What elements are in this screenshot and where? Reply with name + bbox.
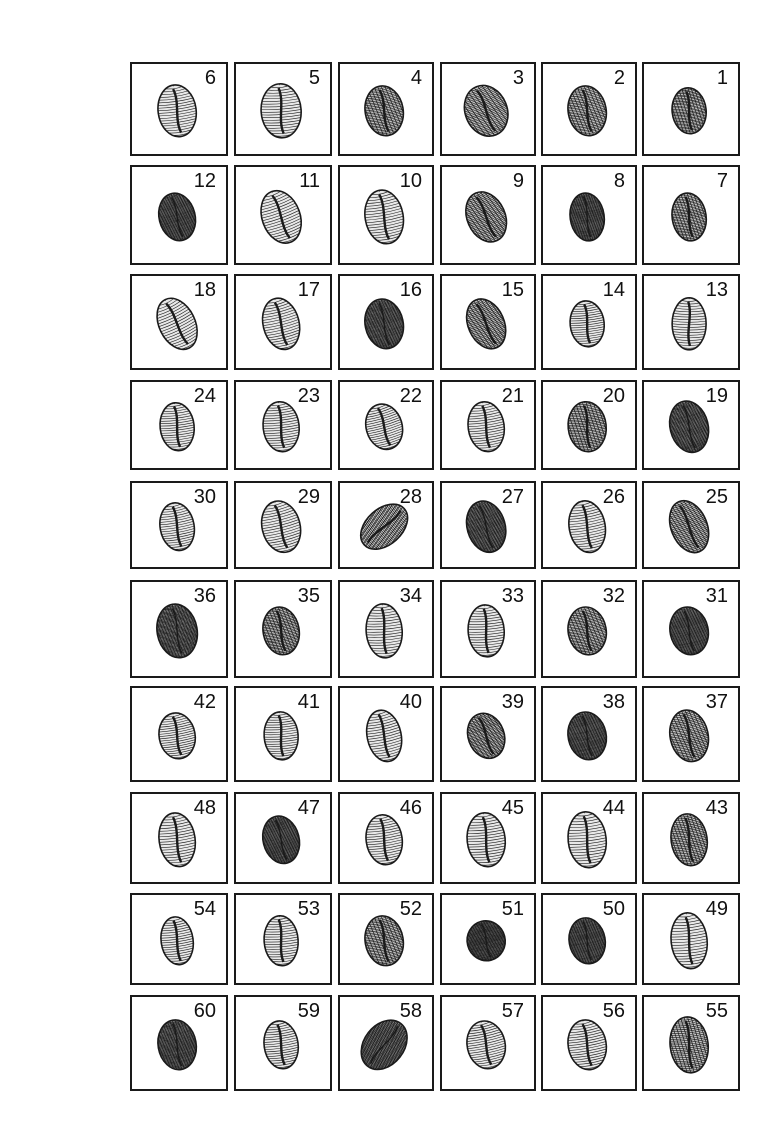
coffee-bean-illustration (236, 895, 330, 983)
specimen-number: 44 (602, 797, 625, 819)
specimen-number: 41 (297, 691, 320, 713)
specimen-cell (338, 792, 434, 884)
specimen-number: 8 (613, 170, 625, 192)
bean-body (259, 82, 303, 140)
bean-body (568, 299, 607, 349)
bean-body (644, 167, 738, 263)
bean-body (442, 64, 534, 154)
bean-body (257, 294, 305, 354)
specimen-number: 18 (193, 279, 216, 301)
coffee-bean-illustration (236, 382, 330, 468)
specimen-number: 4 (410, 67, 422, 89)
specimen-cell (130, 380, 228, 470)
bean-body (644, 688, 738, 780)
coffee-bean-illustration (236, 997, 330, 1089)
specimen-number: 23 (297, 385, 320, 407)
coffee-bean-illustration (132, 997, 226, 1089)
specimen-number: 22 (399, 385, 422, 407)
specimen-cell (440, 792, 536, 884)
specimen-number: 54 (193, 898, 216, 920)
specimen-cell (440, 580, 536, 678)
specimen-number: 48 (193, 797, 216, 819)
bean-body (465, 399, 508, 455)
specimen-number: 55 (705, 1000, 728, 1022)
coffee-bean-illustration (236, 688, 330, 780)
bean-body (158, 915, 197, 968)
specimen-number: 51 (501, 898, 524, 920)
coffee-bean-illustration (442, 688, 534, 780)
coffee-bean-illustration (442, 794, 534, 882)
coffee-bean-illustration (644, 167, 738, 263)
specimen-cell (541, 792, 637, 884)
specimen-number: 35 (297, 585, 320, 607)
bean-body (644, 997, 738, 1089)
specimen-number: 39 (501, 691, 524, 713)
coffee-bean-illustration (132, 895, 226, 983)
coffee-bean-illustration (340, 997, 432, 1089)
coffee-bean-illustration (442, 64, 534, 154)
specimen-cell (642, 580, 740, 678)
specimen-cell (642, 481, 740, 569)
coffee-bean-illustration (644, 582, 738, 676)
coffee-bean-illustration (543, 483, 635, 567)
specimen-number: 19 (705, 385, 728, 407)
bean-body (466, 604, 506, 659)
bean-body (361, 187, 408, 248)
specimen-number: 56 (602, 1000, 625, 1022)
coffee-bean-illustration (236, 276, 330, 368)
coffee-bean-illustration (442, 483, 534, 567)
bean-body (668, 911, 710, 972)
specimen-number: 36 (193, 585, 216, 607)
bean-body (363, 812, 406, 868)
bean-body (149, 292, 206, 357)
specimen-cell (541, 481, 637, 569)
bean-body (644, 582, 738, 676)
coffee-bean-illustration (236, 167, 330, 263)
bean-body (644, 483, 738, 567)
bean-body (362, 707, 406, 766)
coffee-bean-illustration (340, 276, 432, 368)
coffee-bean-illustration (132, 167, 226, 263)
coffee-bean-illustration (644, 895, 738, 983)
bean-body (158, 401, 197, 453)
specimen-number: 42 (193, 691, 216, 713)
coffee-bean-illustration (442, 997, 534, 1089)
bean-body (156, 500, 198, 554)
coffee-bean-illustration (132, 582, 226, 676)
coffee-bean-illustration (644, 483, 738, 567)
coffee-bean-illustration (543, 794, 635, 882)
specimen-cell (541, 274, 637, 370)
coffee-bean-illustration (340, 794, 432, 882)
bean-body (442, 276, 534, 368)
specimen-number: 27 (501, 486, 524, 508)
bean-body (442, 895, 534, 983)
specimen-number: 32 (602, 585, 625, 607)
bean-body (364, 603, 404, 660)
coffee-bean-illustration (236, 582, 330, 676)
specimen-cell (541, 995, 637, 1091)
coffee-bean-illustration (132, 64, 226, 154)
specimen-cell (130, 62, 228, 156)
specimen-cell (130, 580, 228, 678)
specimen-cell (440, 165, 536, 265)
specimen-cell (234, 792, 332, 884)
specimen-number: 57 (501, 1000, 524, 1022)
bean-body (256, 497, 306, 558)
specimen-number: 46 (399, 797, 422, 819)
bean-body (340, 483, 432, 567)
specimen-number: 25 (705, 486, 728, 508)
specimen-cell (338, 995, 434, 1091)
specimen-number: 2 (613, 67, 625, 89)
specimen-cell (338, 274, 434, 370)
bean-body (236, 582, 330, 676)
specimen-cell (130, 686, 228, 782)
bean-body (543, 64, 635, 154)
coffee-bean-illustration (340, 483, 432, 567)
specimen-number: 1 (716, 67, 728, 89)
specimen-number: 3 (512, 67, 524, 89)
specimen-cell (541, 380, 637, 470)
specimen-cell (642, 686, 740, 782)
specimen-cell (130, 165, 228, 265)
specimen-cell (440, 481, 536, 569)
specimen-cell (541, 580, 637, 678)
specimen-cell (541, 686, 637, 782)
specimen-cell (440, 686, 536, 782)
specimen-cell (234, 380, 332, 470)
bean-body (564, 1017, 610, 1074)
bean-body (442, 167, 534, 263)
coffee-bean-illustration (442, 382, 534, 468)
specimen-number: 31 (705, 585, 728, 607)
specimen-number: 40 (399, 691, 422, 713)
specimen-number: 26 (602, 486, 625, 508)
specimen-cell (642, 165, 740, 265)
specimen-number: 7 (716, 170, 728, 192)
specimen-cell (642, 893, 740, 985)
specimen-cell (440, 274, 536, 370)
specimen-number: 29 (297, 486, 320, 508)
specimen-cell (642, 792, 740, 884)
specimen-number: 59 (297, 1000, 320, 1022)
specimen-number: 16 (399, 279, 422, 301)
specimen-cell (234, 481, 332, 569)
bean-body (132, 582, 226, 676)
specimen-cell (234, 580, 332, 678)
specimen-cell (440, 893, 536, 985)
coffee-bean-illustration (442, 895, 534, 983)
coffee-bean-illustration (340, 167, 432, 263)
coffee-bean-illustration (132, 688, 226, 780)
specimen-cell (234, 995, 332, 1091)
specimen-cell (338, 165, 434, 265)
bean-body (463, 1017, 510, 1073)
specimen-number: 47 (297, 797, 320, 819)
coffee-bean-illustration (132, 483, 226, 567)
specimen-number: 49 (705, 898, 728, 920)
bean-body (254, 185, 309, 250)
specimen-number: 9 (512, 170, 524, 192)
specimen-number: 58 (399, 1000, 422, 1022)
coffee-bean-illustration (644, 688, 738, 780)
coffee-bean-illustration (543, 167, 635, 263)
bean-body (340, 64, 432, 154)
bean-body (565, 810, 609, 871)
specimen-cell (234, 62, 332, 156)
bean-body (361, 400, 409, 455)
bean-body (156, 811, 199, 871)
bean-body (155, 710, 199, 762)
specimen-cell (338, 686, 434, 782)
coffee-bean-illustration (340, 688, 432, 780)
coffee-bean-illustration (442, 167, 534, 263)
bean-body (543, 167, 635, 263)
bean-body (155, 82, 200, 140)
specimen-cell (440, 995, 536, 1091)
specimen-cell (338, 62, 434, 156)
specimen-number: 12 (193, 170, 216, 192)
specimen-number: 14 (602, 279, 625, 301)
specimen-number: 6 (204, 67, 216, 89)
specimen-number: 52 (399, 898, 422, 920)
specimen-cell (338, 580, 434, 678)
specimen-cell (642, 995, 740, 1091)
bean-body (565, 498, 610, 556)
coffee-bean-illustration (442, 276, 534, 368)
coffee-bean-illustration (340, 895, 432, 983)
coffee-bean-illustration (132, 276, 226, 368)
coffee-bean-illustration (644, 794, 738, 882)
coffee-bean-illustration (644, 382, 738, 468)
bean-body (236, 794, 330, 882)
specimen-number: 11 (299, 170, 320, 192)
coffee-bean-illustration (132, 794, 226, 882)
specimen-cell (440, 380, 536, 470)
bean-body (261, 400, 302, 454)
specimen-number: 15 (501, 279, 524, 301)
specimen-number: 53 (297, 898, 320, 920)
bean-body (340, 997, 432, 1089)
specimen-number: 38 (602, 691, 625, 713)
bean-body (442, 483, 534, 567)
specimen-number: 20 (602, 385, 625, 407)
specimen-cell (338, 893, 434, 985)
coffee-bean-illustration (543, 276, 635, 368)
specimen-cell (130, 792, 228, 884)
coffee-bean-illustration (543, 64, 635, 154)
specimen-number: 10 (399, 170, 422, 192)
specimen-number: 45 (501, 797, 524, 819)
specimen-cell (338, 481, 434, 569)
specimen-cell (130, 274, 228, 370)
specimen-cell (642, 274, 740, 370)
bean-body (543, 382, 635, 468)
bean-body (543, 582, 635, 676)
specimen-cell (338, 380, 434, 470)
coffee-bean-illustration (340, 64, 432, 154)
specimen-cell (642, 62, 740, 156)
coffee-bean-illustration (236, 794, 330, 882)
coffee-bean-illustration (132, 382, 226, 468)
specimen-cell (130, 893, 228, 985)
specimen-number: 33 (501, 585, 524, 607)
specimen-cell (234, 686, 332, 782)
coffee-bean-illustration (543, 997, 635, 1089)
specimen-cell (234, 893, 332, 985)
coffee-bean-illustration (340, 382, 432, 468)
coffee-bean-illustration (644, 276, 738, 368)
bean-body (340, 276, 432, 368)
specimen-number: 34 (399, 585, 422, 607)
bean-body (644, 794, 738, 882)
specimen-number: 5 (308, 67, 320, 89)
specimen-cell (234, 274, 332, 370)
bean-body (340, 895, 432, 983)
bean-body (543, 895, 635, 983)
specimen-number: 50 (602, 898, 625, 920)
coffee-bean-illustration (543, 582, 635, 676)
specimen-cell (541, 165, 637, 265)
specimen-number: 13 (705, 279, 728, 301)
specimen-number: 24 (193, 385, 216, 407)
bean-body (262, 711, 299, 762)
specimen-number: 60 (193, 1000, 216, 1022)
coffee-bean-illustration (442, 582, 534, 676)
coffee-bean-illustration (236, 64, 330, 154)
bean-body (262, 915, 299, 968)
specimen-cell (234, 165, 332, 265)
specimen-number: 30 (193, 486, 216, 508)
coffee-bean-illustration (644, 997, 738, 1089)
bean-body (261, 1019, 301, 1072)
specimen-number: 28 (399, 486, 422, 508)
specimen-cell (130, 995, 228, 1091)
specimen-cell (440, 62, 536, 156)
specimen-cell (541, 62, 637, 156)
bean-body (442, 688, 534, 780)
specimen-number: 17 (297, 279, 320, 301)
specimen-number: 43 (705, 797, 728, 819)
bean-body (543, 688, 635, 780)
coffee-bean-illustration (543, 688, 635, 780)
specimen-cell (541, 893, 637, 985)
specimen-number: 37 (705, 691, 728, 713)
bean-body (132, 997, 226, 1089)
coffee-bean-illustration (543, 382, 635, 468)
specimen-number: 21 (501, 385, 524, 407)
coffee-bean-illustration (543, 895, 635, 983)
coffee-bean-illustration (644, 64, 738, 154)
bean-body (464, 811, 508, 870)
coffee-bean-illustration (340, 582, 432, 676)
bean-body (644, 382, 738, 468)
specimen-cell (130, 481, 228, 569)
bean-body (132, 167, 226, 263)
bean-body (644, 64, 738, 154)
bean-body (672, 298, 706, 351)
coffee-bean-illustration (236, 483, 330, 567)
specimen-cell (642, 380, 740, 470)
